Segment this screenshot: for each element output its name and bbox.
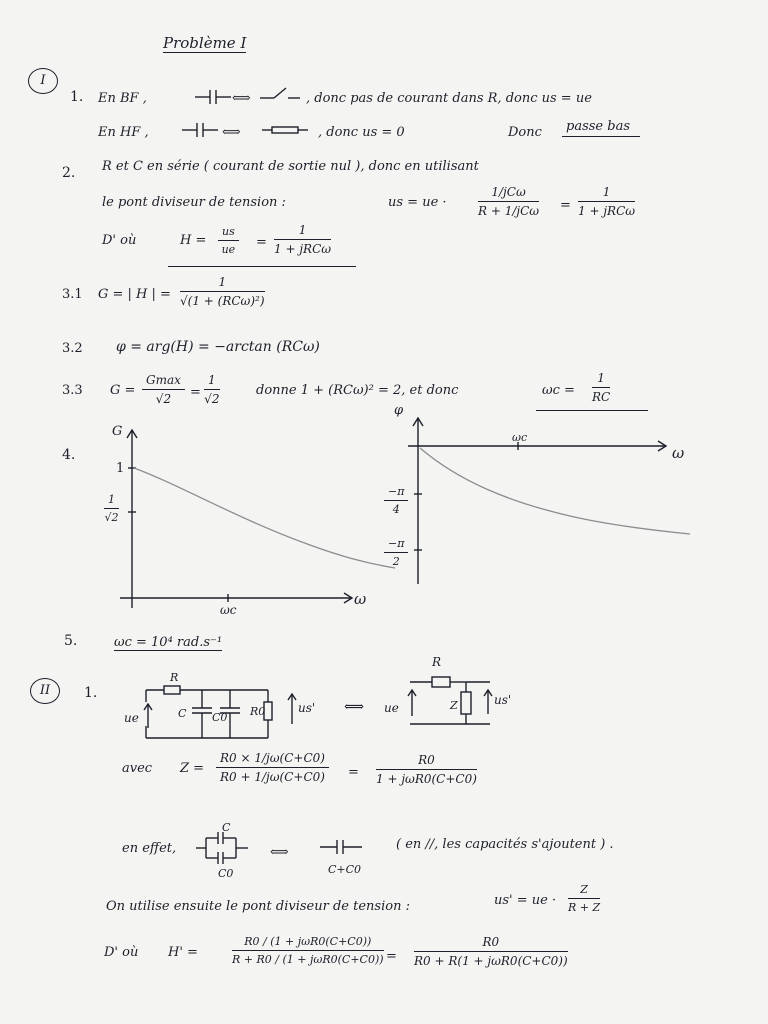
circuit-ue-label: ue	[124, 711, 139, 725]
phase-curve	[420, 444, 690, 534]
q33-lhs: G =	[110, 383, 136, 398]
q1-bf-text2: , donc pas de courant dans R, donc us = ue	[306, 91, 592, 106]
Z-eq: =	[348, 765, 359, 780]
Z-fraction: $\frac{R0 \times 1/j\omega(C+C0)}{R0 + 1/j\omega(C+C0)}$	[216, 752, 329, 783]
cap-C-label: C	[222, 821, 231, 834]
q2-line2: le pont diviseur de tension :	[102, 195, 286, 210]
pont-lhs: us' = ue ·	[494, 893, 557, 908]
q2-number: 2.	[62, 165, 76, 181]
cap-sum-label: C+C0	[328, 863, 362, 876]
capacitor-symbol-icon	[182, 121, 222, 139]
circuit-us-label: us'	[298, 701, 316, 715]
gain-x-axis-label: ω	[354, 590, 367, 608]
q33-number: 3.3	[62, 383, 83, 398]
q1-hf-text: En HF ,	[98, 125, 149, 140]
q2-eq: =	[560, 198, 571, 213]
q2-fraction-2: 1 1 + jRCω	[578, 185, 636, 218]
q2-result-underline	[168, 266, 356, 267]
pont-text: On utilise ensuite le pont diviseur de tension :	[106, 899, 410, 914]
q4-number: 4.	[62, 447, 76, 463]
circuit-R-label: R	[170, 671, 179, 684]
q31-lhs: G = | H | =	[98, 287, 171, 302]
Hp-eq: =	[386, 949, 397, 964]
q1-bf-equiv: ⟺	[232, 91, 251, 106]
q1-conclusion-pre: Donc	[508, 125, 542, 140]
rc-circuit-diagram	[118, 668, 318, 742]
q33-result-lhs: ωc =	[542, 383, 575, 398]
circuit2-us-label: us'	[494, 693, 512, 707]
q32-expression: φ = arg(H) = −arctan (RCω)	[116, 339, 320, 355]
parallel-capacitors-icon	[196, 828, 252, 868]
avec-text: avec	[122, 761, 153, 776]
cap-equiv: ⟺	[270, 845, 289, 860]
q5-expression: ωc = 10⁴ rad.s⁻¹	[114, 635, 223, 650]
gain-curve	[134, 468, 395, 568]
gain-tick-1-label: 1	[116, 461, 125, 476]
Hp-dou: D' où	[104, 945, 139, 960]
cap-note: ( en //, les capacités s'ajoutent ) .	[396, 837, 614, 852]
q31-number: 3.1	[62, 287, 83, 302]
open-switch-icon	[260, 86, 300, 104]
gain-graph	[90, 420, 370, 620]
q33-middle-text: donne 1 + (RCω)² = 2, et donc	[256, 383, 459, 398]
q1-conclusion: passe bas	[562, 120, 640, 137]
q33-eq: =	[190, 385, 201, 400]
pont-fraction: $\frac{Z}{R + Z}$	[568, 883, 601, 914]
q33-result-underline	[536, 410, 648, 411]
circuit-C0-label: C0	[212, 711, 228, 724]
Hp-result-fraction: R0 R0 + R(1 + jωR0(C+C0))	[414, 935, 568, 968]
circuit-equiv: ⟺	[344, 699, 365, 715]
capacitor-symbol-icon	[320, 838, 364, 856]
q2-H-fraction: $\frac{us}{ue}$	[218, 226, 239, 255]
q1-hf-equiv: ⟺	[222, 125, 241, 140]
gain-x-tick-label: ωc	[220, 603, 237, 617]
q31-fraction: 1 √(1 + (RCω)²)	[180, 275, 265, 308]
gain-tick-2-label: $\frac{1}{√2}$	[104, 493, 119, 524]
q2-line1: R et C en série ( courant de sortie nul ), donc en utilisant	[102, 159, 479, 174]
Hp-fraction: R0 / (1 + jωR0(C+C0)) R + R0 / (1 + jωR0(C+C0))	[232, 935, 384, 966]
q2-dou: D' où	[102, 233, 137, 248]
q2-fraction-1: 1/jCω R + 1/jCω	[478, 185, 540, 218]
q1-number: 1.	[70, 89, 84, 105]
short-circuit-wire-icon	[262, 122, 308, 138]
q5-number: 5.	[64, 633, 78, 649]
circuit2-ue-label: ue	[384, 701, 399, 715]
q33-result-fraction: $\frac{1}{RC}$	[592, 371, 611, 404]
phase-axis-label: φ	[394, 403, 404, 418]
circuit-C-label: C	[178, 707, 187, 720]
phase-tick-2-label: $\frac{-\pi}{2}$	[384, 538, 408, 567]
p2-q1-number: 1.	[84, 685, 98, 701]
phase-x-tick-label: ωc	[512, 431, 528, 444]
part-two-marker: II	[30, 678, 60, 704]
Hp-lhs: H' =	[168, 945, 198, 960]
circuit2-R-label: R	[432, 655, 442, 669]
part-one-marker: I	[28, 68, 58, 94]
effet-text: en effet,	[122, 841, 177, 856]
gain-axis-label: G	[112, 424, 123, 439]
q33-fraction-2: $\frac{1}{√2}$	[204, 373, 220, 406]
phase-x-axis-label: ω	[672, 444, 685, 462]
q2-H-eq: =	[256, 235, 267, 250]
q1-bf-text: En BF ,	[98, 91, 147, 106]
q1-hf-text2: , donc us = 0	[318, 125, 405, 140]
capacitor-symbol-icon	[195, 88, 235, 106]
circuit-R0-label: R0	[250, 705, 266, 718]
q32-number: 3.2	[62, 341, 83, 356]
q2-lhs: us = ue ·	[388, 195, 447, 210]
Z-result-fraction: R0 1 + jωR0(C+C0)	[376, 753, 477, 786]
Z-lhs: Z =	[180, 761, 205, 776]
phase-tick-1-label: $\frac{-\pi}{4}$	[384, 486, 408, 515]
problem-title: Problème I	[163, 34, 247, 52]
q2-H-result: 1 1 + jRCω	[274, 223, 332, 256]
circuit2-Z-label: Z	[450, 699, 458, 712]
phase-graph	[400, 412, 690, 592]
q2-H-lhs: H =	[180, 233, 207, 248]
q33-fraction-1: Gmax √2	[142, 374, 185, 405]
cap-C0-label: C0	[218, 867, 234, 880]
